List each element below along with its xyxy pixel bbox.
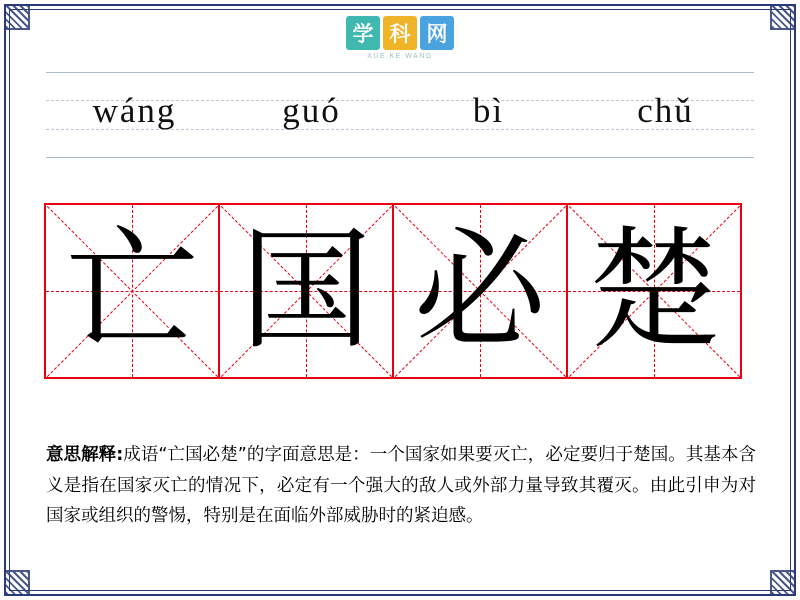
- pinyin-staff: [46, 72, 754, 158]
- character-grid: [44, 203, 742, 379]
- pinyin-syllable-3: bì: [472, 91, 505, 130]
- logo-block-1: 学: [346, 16, 380, 50]
- character-glyph: 楚: [588, 214, 720, 368]
- character-box-3: [392, 203, 568, 379]
- site-logo: [0, 16, 800, 60]
- character-box-4: [566, 203, 742, 379]
- corner-ornament-bottom-right: [770, 570, 796, 596]
- corner-ornament-bottom-left: [4, 570, 30, 596]
- pinyin-syllable-2: guó: [282, 91, 341, 130]
- explanation-block: [46, 440, 756, 532]
- character-box-2: [218, 203, 394, 379]
- logo-block-3: 网: [420, 16, 454, 50]
- character-glyph: 必: [414, 214, 546, 368]
- pinyin-syllable-1: wáng: [92, 91, 177, 130]
- character-glyph: 亡: [66, 214, 198, 368]
- explanation-label: 意思解释:: [46, 445, 124, 465]
- logo-block-2: 科: [383, 16, 417, 50]
- logo-subtitle: XUE KE WANG: [367, 53, 433, 60]
- pinyin-syllable-4: chǔ: [637, 91, 694, 130]
- explanation-text: 成语“亡国必楚”的字面意思是：一个国家如果要灭亡，必定要归于楚国。其基本含义是指在国家灭亡的情况下，必定有一个强大的敌人或外部力量导致其覆灭。由此引申为对国家或组织的警惕，特别是在面临外部威胁时的紧迫感。: [46, 445, 756, 527]
- logo-blocks: [346, 16, 454, 50]
- character-glyph: 国: [240, 214, 372, 368]
- pinyin-row: [46, 72, 754, 158]
- character-box-1: [44, 203, 220, 379]
